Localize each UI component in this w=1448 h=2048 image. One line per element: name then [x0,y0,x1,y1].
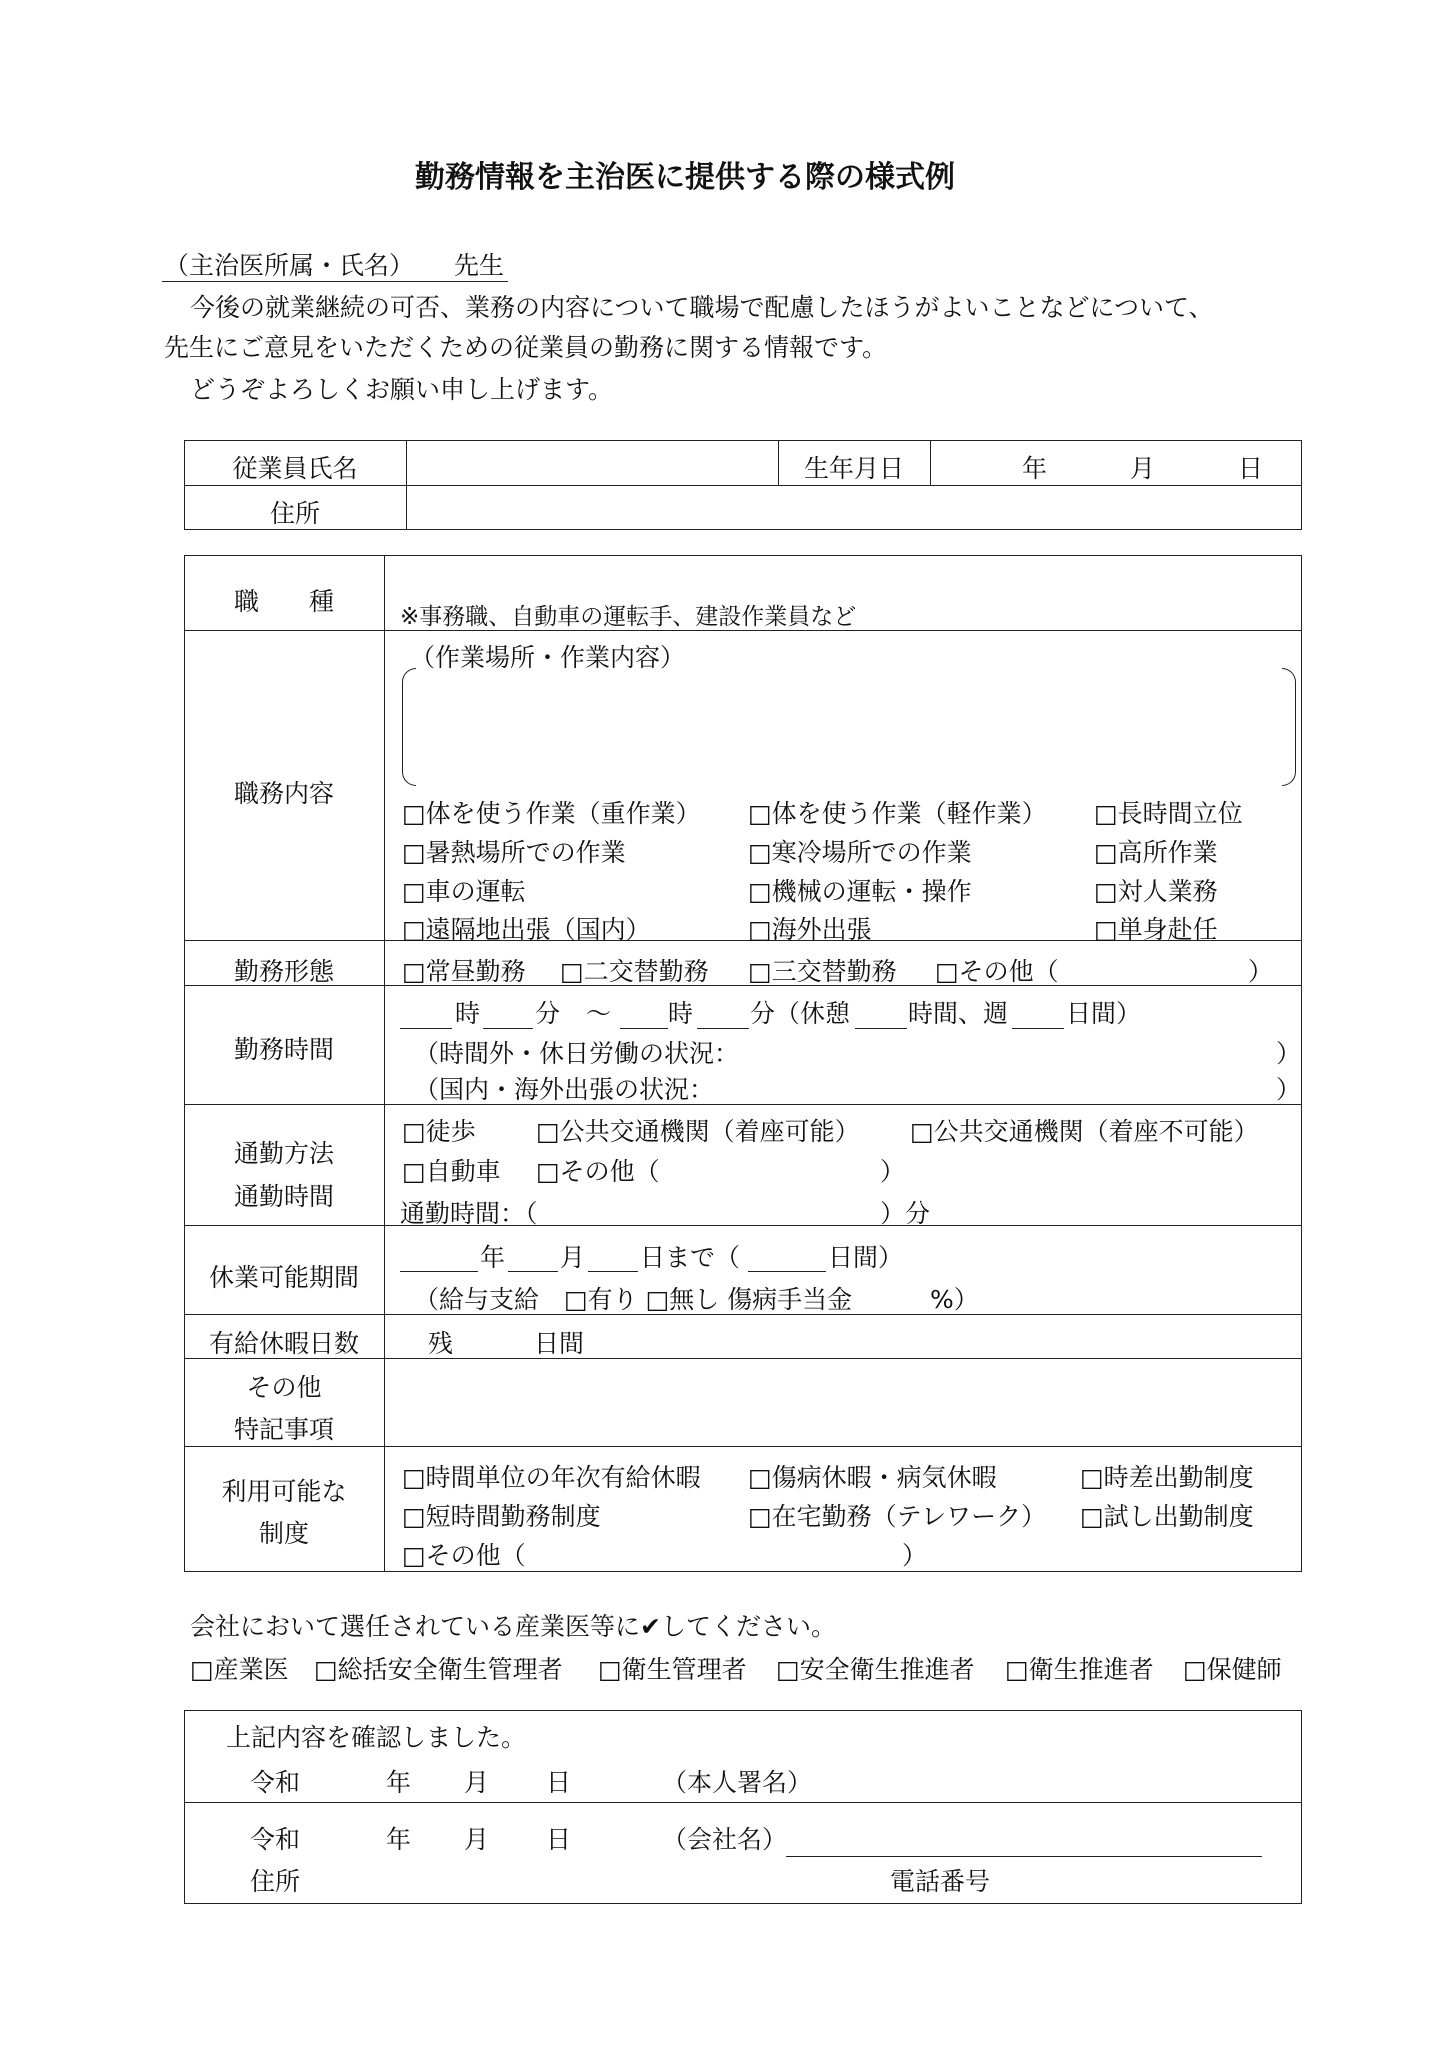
divider [184,1802,1302,1803]
doctor-option[interactable]: □保健師 [1183,1655,1282,1684]
commute-other-close: ） [880,1157,906,1186]
leave-period-label: 休業可能期間 [208,1263,359,1292]
systems-label-2: 制度 [258,1519,309,1548]
company-year: 年 [386,1825,412,1854]
work-form-close: ） [1248,957,1274,986]
addressee-underline [162,281,508,282]
hour-2: 時 [668,999,694,1028]
work-form-option[interactable]: □常昼勤務 [402,957,526,986]
intro-line-2: 先生にご意見をいただくための従業員の勤務に関する情報です。 [164,333,888,362]
blank-line [483,1028,533,1029]
work-hours-label: 勤務時間 [233,1035,334,1064]
company-name-label: （会社名） [662,1825,788,1854]
leave-pay: （給与支給 □有り □無し 傷病手当金 [414,1285,853,1314]
confirm-era: 令和 [250,1768,301,1797]
commute-option[interactable]: □自動車 [402,1157,501,1186]
job-item[interactable]: □寒冷場所での作業 [748,838,972,867]
addressee-suffix: 先生 [454,251,505,280]
label-column-divider [384,555,385,1572]
job-item[interactable]: □体を使う作業（重作業） [402,799,701,828]
trips-close: ） [1276,1075,1302,1104]
leave-year: 年 [480,1243,506,1272]
hour-1: 時 [455,999,481,1028]
commute-option[interactable]: □公共交通機関（着座不可能） [910,1117,1259,1146]
blank-line [400,1271,478,1272]
birth-date-label: 生年月日 [803,454,904,483]
doctor-instruction: 会社において選任されている産業医等に✔してください。 [190,1612,836,1641]
commute-time-label: 通勤時間 [233,1182,334,1211]
commute-option[interactable]: □徒歩 [402,1117,476,1146]
overtime-close: ） [1276,1039,1302,1068]
doctor-option[interactable]: □総括安全衛生管理者 [314,1655,563,1684]
divider [930,440,931,485]
divider [184,1225,1302,1226]
blank-line [508,1271,558,1272]
divider [184,1104,1302,1105]
job-type-note: ※事務職、自動車の運転手、建設作業員など [400,604,857,630]
doctor-option[interactable]: □産業医 [190,1655,289,1684]
other-label: その他 [246,1373,322,1402]
right-bracket [1282,668,1296,786]
job-item[interactable]: □海外出張 [748,915,872,944]
confirm-text: 上記内容を確認しました。 [226,1723,527,1752]
blank-line [620,1028,668,1029]
tilde: 〜 [586,999,612,1028]
confirm-year: 年 [386,1768,412,1797]
intro-line-3: どうぞよろしくお願い申し上げます。 [190,375,614,404]
job-item[interactable]: □単身赴任 [1094,915,1218,944]
overtime-label: （時間外・休日労働の状況： [414,1039,740,1068]
system-option[interactable]: □短時間勤務制度 [402,1502,601,1531]
doctor-option[interactable]: □安全衛生推進者 [776,1655,975,1684]
address-label: 住所 [269,499,320,528]
leave-days: 日間） [828,1243,904,1272]
blank-line [855,1028,907,1029]
company-month: 月 [464,1825,490,1854]
job-item[interactable]: □車の運転 [402,877,526,906]
job-content-label: 職務内容 [233,779,334,808]
work-form-option[interactable]: □その他（ [935,957,1059,986]
system-option[interactable]: □その他（ [402,1541,526,1570]
commute-time-field-label: 通勤時間：（ [400,1199,538,1228]
job-item[interactable]: □体を使う作業（軽作業） [748,799,1047,828]
job-item[interactable]: □長時間立位 [1094,799,1243,828]
commute-method-label: 通勤方法 [233,1139,334,1168]
job-item[interactable]: □対人業務 [1094,877,1218,906]
paid-leave-label: 有給休暇日数 [208,1329,359,1358]
left-bracket [402,668,416,786]
confirm-day: 日 [546,1768,572,1797]
paid-leave-days: 日間 [534,1329,585,1358]
divider [184,485,1302,486]
signature-label: （本人署名） [662,1768,813,1797]
birth-month: 月 [1130,454,1156,483]
work-form-option[interactable]: □二交替勤務 [560,957,709,986]
confirm-month: 月 [464,1768,490,1797]
job-item[interactable]: □遠隔地出張（国内） [402,915,651,944]
leave-pct: %） [930,1285,979,1314]
blank-line [1012,1028,1064,1029]
systems-label-1: 利用可能な [221,1477,347,1506]
leave-until: 日まで（ [640,1243,741,1272]
system-option[interactable]: □時間単位の年次有給休暇 [402,1463,701,1492]
work-form-option[interactable]: □三交替勤務 [748,957,897,986]
company-day: 日 [546,1825,572,1854]
job-item[interactable]: □高所作業 [1094,838,1218,867]
divider [184,1446,1302,1447]
trips-label: （国内・海外出張の状況： [414,1075,715,1104]
blank-line [588,1271,638,1272]
system-other-close: ） [902,1541,928,1570]
job-content-note: （作業場所・作業内容） [410,643,686,672]
blank-line [748,1271,826,1272]
page-title: 勤務情報を主治医に提供する際の様式例 [415,160,955,195]
birth-day: 日 [1238,454,1264,483]
blank-line [697,1028,749,1029]
commute-option[interactable]: □その他（ [536,1157,660,1186]
divider [406,440,407,530]
commute-time-close: ）分 [880,1199,931,1228]
job-item[interactable]: □機械の運転・操作 [748,877,972,906]
job-type-label: 職 種 [233,587,334,616]
birth-year: 年 [1022,454,1048,483]
work-form-label: 勤務形態 [233,957,334,986]
company-name-line [786,1856,1262,1857]
doctor-option[interactable]: □衛生管理者 [598,1655,747,1684]
paid-leave-remain: 残 [428,1329,454,1358]
leave-month: 月 [560,1243,586,1272]
system-option[interactable]: □傷病休暇・病気休暇 [748,1463,997,1492]
rest-label: 分（休憩 [750,999,851,1028]
phone-label: 電話番号 [890,1867,991,1896]
system-option[interactable]: □在宅勤務（テレワーク） [748,1502,1047,1531]
addressee-label: （主治医所属・氏名） [164,251,415,280]
doctor-option[interactable]: □衛生推進者 [1005,1655,1154,1684]
blank-line [400,1028,452,1029]
notes-label: 特記事項 [233,1415,334,1444]
minute-1: 分 [535,999,561,1028]
intro-line-1: 今後の就業継続の可否、業務の内容について職場で配慮したほうがよいことなどについて、 [190,293,1214,322]
employee-name-label: 従業員氏名 [232,454,358,483]
system-option[interactable]: □時差出勤制度 [1080,1463,1254,1492]
company-address-label: 住所 [250,1867,301,1896]
hours-week-label: 時間、週 [908,999,1009,1028]
days-label: 日間） [1066,999,1142,1028]
company-era: 令和 [250,1825,301,1854]
system-option[interactable]: □試し出勤制度 [1080,1502,1254,1531]
job-item[interactable]: □暑熱場所での作業 [402,838,626,867]
commute-option[interactable]: □公共交通機関（着座可能） [536,1117,860,1146]
